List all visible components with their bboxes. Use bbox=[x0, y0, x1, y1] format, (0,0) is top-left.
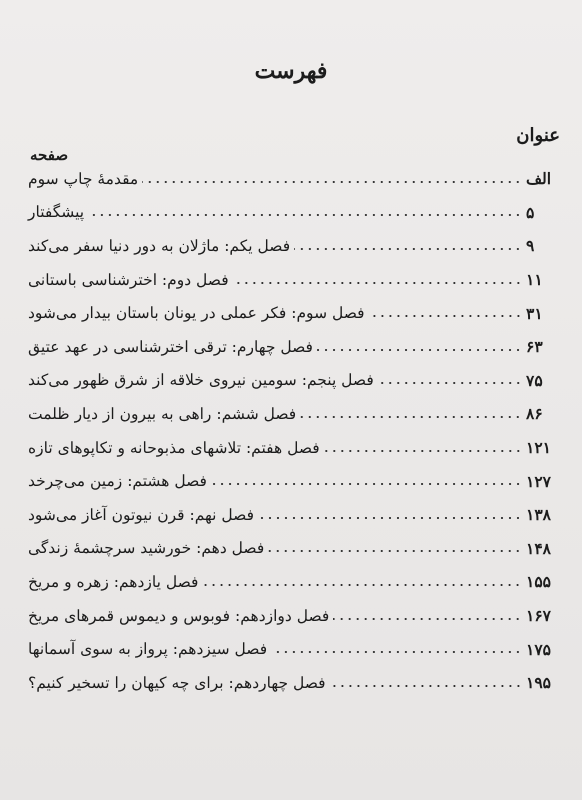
page-title: فهرست bbox=[254, 58, 328, 84]
dot-leader bbox=[268, 550, 522, 552]
toc-entry-page-number: ۱۳۸ bbox=[526, 505, 551, 525]
toc-entry-page-number: ۵ bbox=[526, 202, 535, 222]
toc-entry-page-number: ۷۵ bbox=[526, 370, 543, 390]
dot-leader bbox=[233, 282, 522, 284]
toc-entry-title: فصل یازدهم: زهره و مریخ bbox=[28, 572, 199, 591]
toc-entry-title: فصل هفتم: تلاشهای مذبوحانه و تکاپوهای تازه bbox=[28, 438, 320, 457]
dot-leader bbox=[211, 483, 522, 485]
toc-entry-title: فصل سیزدهم: پرواز به سوی آسمانها bbox=[28, 640, 268, 659]
toc-entry-title: فصل چهاردهم: برای چه کیهان را تسخیر کنیم؟ bbox=[28, 673, 326, 692]
toc-entry-page-number: ۸۶ bbox=[526, 404, 543, 424]
toc-entry-page-number: ۱۲۷ bbox=[526, 471, 551, 491]
table-of-contents bbox=[22, 162, 560, 700]
toc-entry bbox=[22, 330, 560, 364]
toc-entry-title: فصل پنجم: سومین نیروی خلاقه از شرق ظهور می‌کند bbox=[28, 371, 374, 390]
toc-entry bbox=[22, 498, 560, 532]
toc-entry bbox=[22, 364, 560, 398]
toc-entry-title: فصل ششم: راهی به بیرون از دیار ظلمت bbox=[28, 404, 297, 423]
toc-entry bbox=[22, 599, 560, 633]
toc-entry-title: فصل سوم: فکر عملی در یونان باستان بیدار می‌شود bbox=[28, 304, 365, 323]
toc-entry bbox=[22, 296, 560, 330]
dot-leader bbox=[258, 517, 522, 519]
toc-entry-page-number: ۶۳ bbox=[526, 337, 543, 357]
toc-entry-title: فصل نهم: قرن نیوتون آغاز می‌شود bbox=[28, 505, 255, 524]
dot-leader bbox=[88, 214, 522, 216]
toc-entry bbox=[22, 431, 560, 465]
page-column-header: صفحه bbox=[30, 146, 69, 164]
toc-entry-page-number: ۱۵۵ bbox=[526, 572, 551, 592]
toc-entry-title: فصل هشتم: زمین می‌چرخد bbox=[28, 472, 207, 491]
dot-leader bbox=[324, 450, 522, 452]
toc-entry-page-number: ۱۲۱ bbox=[526, 438, 551, 458]
toc-entry bbox=[22, 397, 560, 431]
toc-entry-page-number: ۱۱ bbox=[526, 270, 543, 290]
toc-entry-title: پیشگفتار bbox=[28, 203, 85, 222]
dot-leader bbox=[142, 181, 522, 183]
dot-leader bbox=[317, 349, 522, 351]
toc-entry-title: فصل یکم: ماژلان به دور دنیا سفر می‌کند bbox=[28, 236, 291, 255]
toc-entry-page-number: ۱۷۵ bbox=[526, 639, 551, 659]
toc-entry bbox=[22, 532, 560, 566]
toc-entry bbox=[22, 162, 560, 196]
toc-entry bbox=[22, 666, 560, 700]
toc-entry-page-number: ۳۱ bbox=[526, 303, 543, 323]
toc-entry-page-number: ۱۴۸ bbox=[526, 538, 551, 558]
toc-entry bbox=[22, 632, 560, 666]
title-column-header: عنوان bbox=[516, 125, 560, 146]
toc-entry-title: فصل دوم: اخترشناسی باستانی bbox=[28, 270, 229, 289]
toc-entry-page-number: ۱۶۷ bbox=[526, 606, 551, 626]
toc-entry bbox=[22, 263, 560, 297]
toc-entry-page-number: الف bbox=[526, 169, 552, 189]
dot-leader bbox=[300, 416, 522, 418]
dot-leader bbox=[333, 618, 522, 620]
toc-entry-title: مقدمهٔ چاپ سوم bbox=[28, 169, 139, 188]
toc-entry bbox=[22, 196, 560, 230]
toc-entry-title: فصل چهارم: ترقی اخترشناسی در عهد عتیق bbox=[28, 337, 313, 356]
toc-entry bbox=[22, 464, 560, 498]
toc-entry bbox=[22, 565, 560, 599]
toc-entry bbox=[22, 229, 560, 263]
dot-leader bbox=[378, 382, 522, 384]
toc-entry-page-number: ۱۹۵ bbox=[526, 673, 551, 693]
toc-entry-title: فصل دهم: خورشید سرچشمهٔ زندگی bbox=[28, 539, 265, 558]
dot-leader bbox=[330, 685, 522, 687]
dot-leader bbox=[294, 248, 522, 250]
dot-leader bbox=[271, 651, 522, 653]
toc-entry-page-number: ۹ bbox=[526, 236, 535, 256]
toc-entry-title: فصل دوازدهم: فوبوس و دیموس قمرهای مریخ bbox=[28, 606, 330, 625]
dot-leader bbox=[202, 584, 522, 586]
dot-leader bbox=[369, 315, 522, 317]
